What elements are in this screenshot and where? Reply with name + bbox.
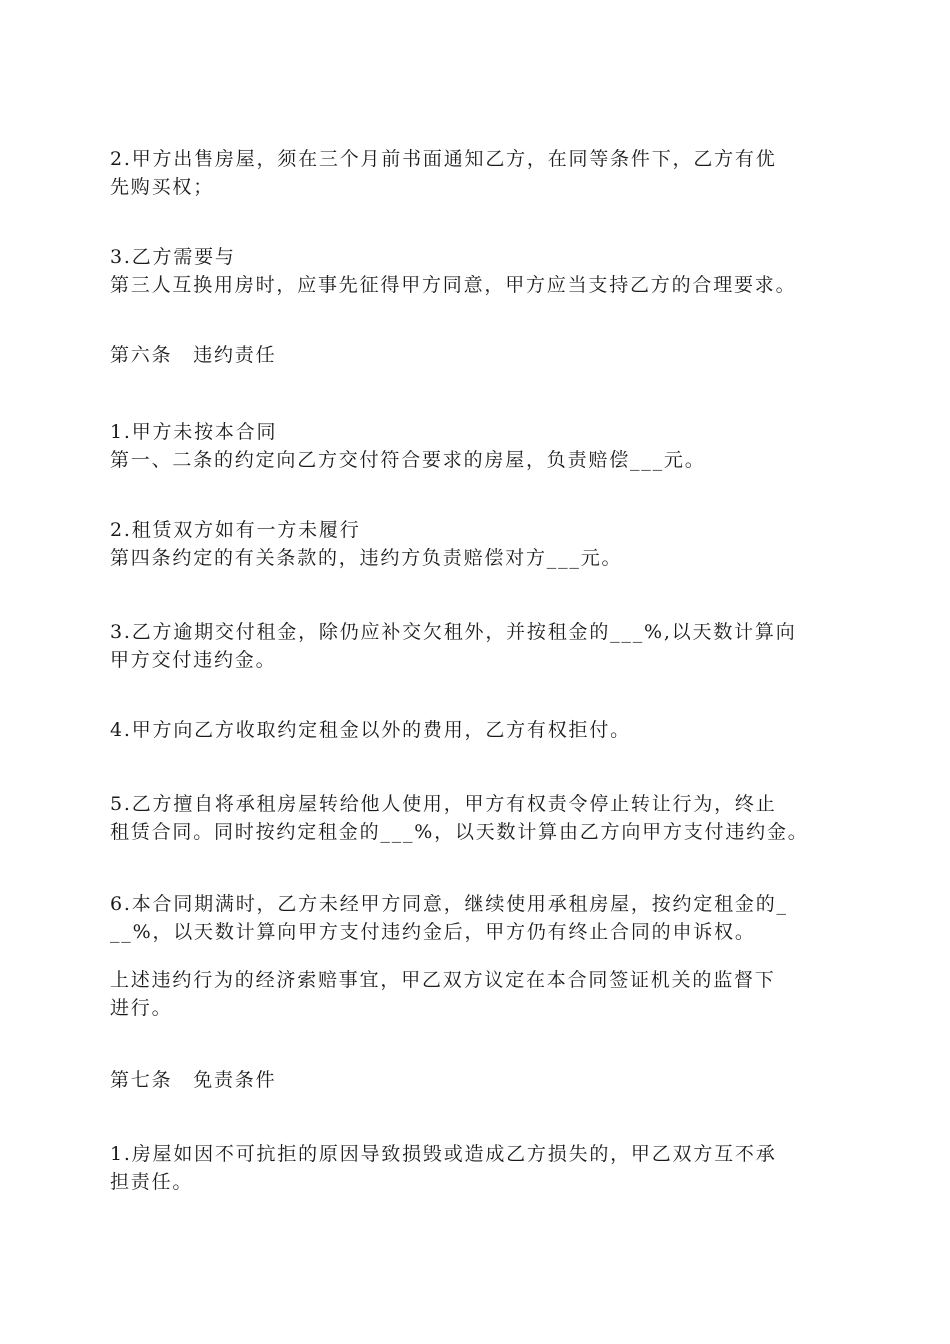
text-line: 租赁合同。同时按约定租金的___%，以天数计算由乙方向甲方支付违约金。 (110, 821, 809, 843)
text-line: 1.房屋如因不可抗拒的原因导致损毁或造成乙方损失的，甲乙双方互不承 (110, 1143, 777, 1165)
clause-6-summary (110, 966, 845, 1022)
text-line: 6.本合同期满时，乙方未经甲方同意，继续使用承租房屋，按约定租金的_ (110, 893, 788, 915)
text-line: 1.甲方未按本合同 (110, 421, 278, 443)
clause-6-item-2 (110, 516, 845, 572)
text-line: 担责任。 (110, 1171, 194, 1193)
text-line: 3.乙方需要与 (110, 246, 236, 268)
text-line: 4.甲方向乙方收取约定租金以外的费用，乙方有权拒付。 (110, 719, 631, 741)
text-line: 进行。 (110, 997, 173, 1019)
clause-6-item-4 (110, 716, 845, 744)
clause-5-item-2 (110, 145, 845, 201)
clause-6-item-6 (110, 890, 845, 946)
text-line: __%，以天数计算向甲方支付违约金后，甲方仍有终止合同的申诉权。 (110, 921, 756, 943)
clause-7-item-1 (110, 1140, 845, 1196)
text-line: 第三人互换用房时，应事先征得甲方同意，甲方应当支持乙方的合理要求。 (110, 274, 797, 296)
text-line: 5.乙方擅自将承租房屋转给他人使用，甲方有权责令停止转让行为，终止 (110, 793, 777, 815)
text-line: 第四条约定的有关条款的，违约方负责赔偿对方___元。 (110, 547, 623, 569)
clause-6-item-5 (110, 790, 845, 846)
text-line: 2.租赁双方如有一方未履行 (110, 519, 361, 541)
text-line: 先购买权； (110, 176, 215, 198)
text-line: 第一、二条的约定向乙方交付符合要求的房屋，负责赔偿___元。 (110, 449, 706, 471)
clause-6-item-1 (110, 418, 845, 474)
article-7-heading: 第七条 免责条件 (110, 1069, 277, 1091)
text-line: 2.甲方出售房屋，须在三个月前书面通知乙方，在同等条件下，乙方有优 (110, 148, 777, 170)
text-line: 甲方交付违约金。 (110, 649, 277, 671)
clause-5-item-3 (110, 243, 845, 299)
article-6-heading: 第六条 违约责任 (110, 344, 277, 366)
text-line: 上述违约行为的经济索赔事宜，甲乙双方议定在本合同签证机关的监督下 (110, 969, 776, 991)
text-line: 3.乙方逾期交付租金，除仍应补交欠租外，并按租金的___%,以天数计算向 (110, 621, 797, 643)
clause-6-item-3 (110, 618, 845, 674)
